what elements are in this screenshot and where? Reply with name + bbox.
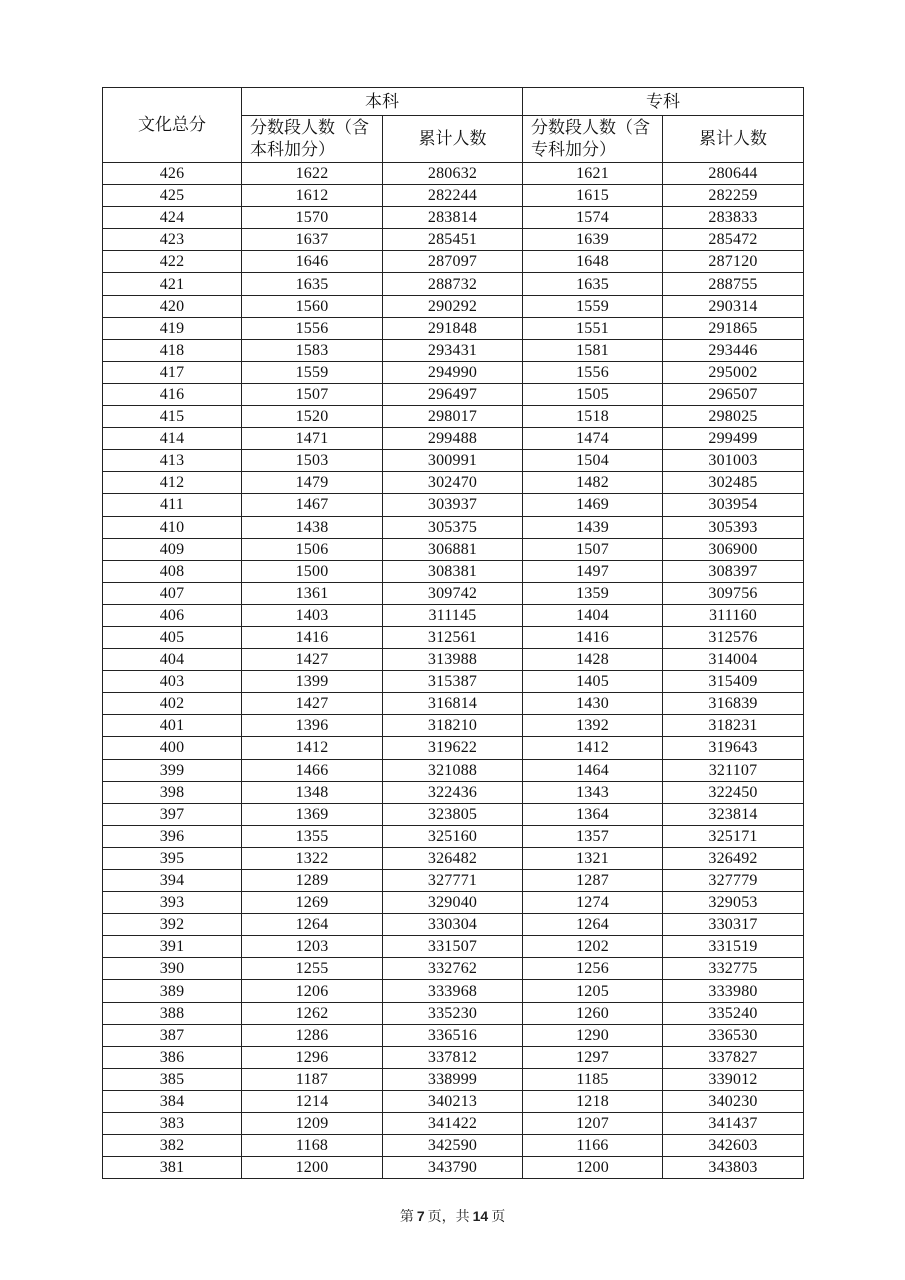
cell-total-score: 400: [103, 737, 242, 759]
cell-vocational-segment: 1574: [523, 207, 663, 229]
score-distribution-table: [102, 87, 804, 1179]
cell-vocational-segment: 1474: [523, 428, 663, 450]
cell-total-score: 396: [103, 825, 242, 847]
table-row: [103, 251, 804, 273]
cell-undergrad-segment: 1203: [242, 936, 383, 958]
cell-total-score: 407: [103, 582, 242, 604]
cell-vocational-cumulative: 332775: [663, 958, 804, 980]
table-body: [103, 163, 804, 1179]
cell-undergrad-cumulative: 316814: [383, 693, 523, 715]
cell-undergrad-segment: 1348: [242, 781, 383, 803]
cell-vocational-segment: 1439: [523, 516, 663, 538]
footer-current-page: 7: [416, 1208, 425, 1224]
cell-vocational-cumulative: 329053: [663, 892, 804, 914]
cell-undergrad-cumulative: 343790: [383, 1157, 523, 1179]
table-row: [103, 383, 804, 405]
cell-undergrad-segment: 1289: [242, 870, 383, 892]
cell-undergrad-segment: 1396: [242, 715, 383, 737]
cell-total-score: 426: [103, 163, 242, 185]
table-row: [103, 1024, 804, 1046]
table-row: [103, 361, 804, 383]
cell-vocational-cumulative: 315409: [663, 671, 804, 693]
cell-undergrad-segment: 1187: [242, 1068, 383, 1090]
cell-undergrad-cumulative: 312561: [383, 626, 523, 648]
cell-undergrad-cumulative: 290292: [383, 295, 523, 317]
cell-undergrad-cumulative: 336516: [383, 1024, 523, 1046]
cell-undergrad-cumulative: 305375: [383, 516, 523, 538]
table-row: [103, 538, 804, 560]
cell-undergrad-segment: 1355: [242, 825, 383, 847]
header-undergrad-segment: [242, 116, 383, 163]
cell-total-score: 413: [103, 450, 242, 472]
cell-vocational-cumulative: 333980: [663, 980, 804, 1002]
header-vocational-cumulative: 累计人数: [663, 116, 804, 163]
cell-undergrad-segment: 1506: [242, 538, 383, 560]
cell-undergrad-cumulative: 293431: [383, 339, 523, 361]
cell-vocational-cumulative: 316839: [663, 693, 804, 715]
cell-vocational-segment: 1518: [523, 406, 663, 428]
cell-undergrad-segment: 1556: [242, 317, 383, 339]
table-row: [103, 428, 804, 450]
table-row: [103, 980, 804, 1002]
cell-vocational-segment: 1290: [523, 1024, 663, 1046]
cell-undergrad-segment: 1646: [242, 251, 383, 273]
cell-undergrad-segment: 1262: [242, 1002, 383, 1024]
cell-total-score: 411: [103, 494, 242, 516]
header-undergrad-segment-line1: 分数段人数（含: [250, 118, 369, 138]
cell-undergrad-segment: 1570: [242, 207, 383, 229]
cell-vocational-cumulative: 291865: [663, 317, 804, 339]
cell-undergrad-segment: 1209: [242, 1113, 383, 1135]
cell-vocational-segment: 1615: [523, 185, 663, 207]
cell-undergrad-cumulative: 313988: [383, 649, 523, 671]
table-row: [103, 1113, 804, 1135]
cell-vocational-segment: 1297: [523, 1046, 663, 1068]
cell-vocational-segment: 1392: [523, 715, 663, 737]
cell-undergrad-segment: 1168: [242, 1135, 383, 1157]
cell-undergrad-segment: 1507: [242, 383, 383, 405]
cell-undergrad-cumulative: 306881: [383, 538, 523, 560]
table-row: [103, 737, 804, 759]
cell-total-score: 399: [103, 759, 242, 781]
cell-undergrad-segment: 1637: [242, 229, 383, 251]
cell-vocational-cumulative: 343803: [663, 1157, 804, 1179]
cell-undergrad-cumulative: 326482: [383, 847, 523, 869]
cell-vocational-segment: 1264: [523, 914, 663, 936]
cell-vocational-cumulative: 283833: [663, 207, 804, 229]
cell-total-score: 384: [103, 1090, 242, 1112]
cell-vocational-cumulative: 336530: [663, 1024, 804, 1046]
cell-total-score: 398: [103, 781, 242, 803]
cell-undergrad-segment: 1479: [242, 472, 383, 494]
cell-vocational-cumulative: 299499: [663, 428, 804, 450]
cell-vocational-segment: 1404: [523, 604, 663, 626]
table-row: [103, 936, 804, 958]
cell-undergrad-cumulative: 319622: [383, 737, 523, 759]
cell-vocational-cumulative: 327779: [663, 870, 804, 892]
header-vocational-segment-line2: 专科加分）: [531, 140, 616, 160]
cell-vocational-segment: 1185: [523, 1068, 663, 1090]
cell-vocational-cumulative: 290314: [663, 295, 804, 317]
table-row: [103, 163, 804, 185]
cell-vocational-segment: 1551: [523, 317, 663, 339]
cell-undergrad-segment: 1200: [242, 1157, 383, 1179]
cell-vocational-cumulative: 298025: [663, 406, 804, 428]
cell-vocational-segment: 1205: [523, 980, 663, 1002]
table-row: [103, 958, 804, 980]
cell-total-score: 404: [103, 649, 242, 671]
cell-vocational-segment: 1416: [523, 626, 663, 648]
cell-undergrad-cumulative: 318210: [383, 715, 523, 737]
cell-total-score: 410: [103, 516, 242, 538]
cell-undergrad-cumulative: 303937: [383, 494, 523, 516]
cell-vocational-segment: 1559: [523, 295, 663, 317]
page-footer: [0, 1206, 905, 1226]
cell-undergrad-cumulative: 298017: [383, 406, 523, 428]
cell-vocational-segment: 1274: [523, 892, 663, 914]
cell-undergrad-segment: 1214: [242, 1090, 383, 1112]
cell-total-score: 390: [103, 958, 242, 980]
cell-undergrad-cumulative: 331507: [383, 936, 523, 958]
table-row: [103, 516, 804, 538]
cell-total-score: 414: [103, 428, 242, 450]
cell-total-score: 394: [103, 870, 242, 892]
table-row: [103, 229, 804, 251]
cell-undergrad-cumulative: 323805: [383, 803, 523, 825]
cell-undergrad-cumulative: 288732: [383, 273, 523, 295]
cell-vocational-cumulative: 325171: [663, 825, 804, 847]
table-row: [103, 1157, 804, 1179]
table-row: [103, 1090, 804, 1112]
cell-vocational-segment: 1359: [523, 582, 663, 604]
cell-undergrad-segment: 1500: [242, 560, 383, 582]
cell-vocational-cumulative: 295002: [663, 361, 804, 383]
cell-vocational-segment: 1581: [523, 339, 663, 361]
cell-total-score: 422: [103, 251, 242, 273]
cell-total-score: 409: [103, 538, 242, 560]
cell-vocational-segment: 1621: [523, 163, 663, 185]
cell-vocational-cumulative: 288755: [663, 273, 804, 295]
cell-undergrad-cumulative: 299488: [383, 428, 523, 450]
cell-vocational-cumulative: 318231: [663, 715, 804, 737]
table-row: [103, 450, 804, 472]
cell-undergrad-segment: 1369: [242, 803, 383, 825]
table-row: [103, 406, 804, 428]
cell-undergrad-cumulative: 330304: [383, 914, 523, 936]
cell-vocational-cumulative: 308397: [663, 560, 804, 582]
cell-total-score: 387: [103, 1024, 242, 1046]
table-row: [103, 803, 804, 825]
cell-undergrad-cumulative: 341422: [383, 1113, 523, 1135]
cell-total-score: 425: [103, 185, 242, 207]
cell-vocational-segment: 1405: [523, 671, 663, 693]
table-row: [103, 339, 804, 361]
cell-vocational-cumulative: 309756: [663, 582, 804, 604]
table-row: [103, 273, 804, 295]
cell-vocational-segment: 1639: [523, 229, 663, 251]
cell-total-score: 420: [103, 295, 242, 317]
cell-undergrad-cumulative: 282244: [383, 185, 523, 207]
cell-undergrad-segment: 1438: [242, 516, 383, 538]
table-row: [103, 295, 804, 317]
cell-total-score: 419: [103, 317, 242, 339]
cell-vocational-cumulative: 319643: [663, 737, 804, 759]
table-row: [103, 626, 804, 648]
cell-undergrad-segment: 1403: [242, 604, 383, 626]
table-row: [103, 914, 804, 936]
cell-vocational-cumulative: 312576: [663, 626, 804, 648]
cell-total-score: 408: [103, 560, 242, 582]
table-row: [103, 582, 804, 604]
cell-undergrad-segment: 1503: [242, 450, 383, 472]
cell-undergrad-cumulative: 294990: [383, 361, 523, 383]
cell-vocational-cumulative: 314004: [663, 649, 804, 671]
cell-total-score: 403: [103, 671, 242, 693]
table-row: [103, 185, 804, 207]
table-row: [103, 1046, 804, 1068]
cell-undergrad-segment: 1467: [242, 494, 383, 516]
table-row: [103, 1068, 804, 1090]
cell-total-score: 402: [103, 693, 242, 715]
cell-undergrad-segment: 1622: [242, 163, 383, 185]
cell-undergrad-segment: 1269: [242, 892, 383, 914]
cell-vocational-segment: 1430: [523, 693, 663, 715]
table-row: [103, 715, 804, 737]
cell-total-score: 386: [103, 1046, 242, 1068]
cell-total-score: 406: [103, 604, 242, 626]
cell-vocational-cumulative: 301003: [663, 450, 804, 472]
cell-undergrad-segment: 1286: [242, 1024, 383, 1046]
header-undergrad-cumulative: 累计人数: [383, 116, 523, 163]
cell-vocational-segment: 1464: [523, 759, 663, 781]
cell-total-score: 418: [103, 339, 242, 361]
table-row: [103, 847, 804, 869]
table-row: [103, 494, 804, 516]
cell-undergrad-segment: 1206: [242, 980, 383, 1002]
cell-undergrad-cumulative: 311145: [383, 604, 523, 626]
cell-undergrad-segment: 1416: [242, 626, 383, 648]
cell-undergrad-cumulative: 327771: [383, 870, 523, 892]
cell-vocational-cumulative: 326492: [663, 847, 804, 869]
cell-undergrad-segment: 1466: [242, 759, 383, 781]
cell-undergrad-cumulative: 338999: [383, 1068, 523, 1090]
header-total-score: 文化总分: [103, 88, 242, 163]
table-row: [103, 604, 804, 626]
cell-undergrad-segment: 1583: [242, 339, 383, 361]
cell-undergrad-segment: 1559: [242, 361, 383, 383]
cell-vocational-cumulative: 303954: [663, 494, 804, 516]
cell-total-score: 391: [103, 936, 242, 958]
cell-undergrad-cumulative: 322436: [383, 781, 523, 803]
cell-vocational-segment: 1343: [523, 781, 663, 803]
cell-total-score: 405: [103, 626, 242, 648]
header-undergrad-segment-line2: 本科加分）: [250, 140, 335, 160]
cell-undergrad-cumulative: 321088: [383, 759, 523, 781]
cell-total-score: 421: [103, 273, 242, 295]
cell-total-score: 393: [103, 892, 242, 914]
cell-undergrad-cumulative: 280632: [383, 163, 523, 185]
table-row: [103, 1002, 804, 1024]
cell-undergrad-segment: 1635: [242, 273, 383, 295]
cell-vocational-segment: 1207: [523, 1113, 663, 1135]
cell-undergrad-segment: 1560: [242, 295, 383, 317]
cell-undergrad-segment: 1361: [242, 582, 383, 604]
cell-undergrad-cumulative: 302470: [383, 472, 523, 494]
cell-vocational-cumulative: 337827: [663, 1046, 804, 1068]
cell-undergrad-cumulative: 332762: [383, 958, 523, 980]
cell-undergrad-segment: 1520: [242, 406, 383, 428]
cell-vocational-segment: 1648: [523, 251, 663, 273]
cell-undergrad-cumulative: 296497: [383, 383, 523, 405]
table-row: [103, 825, 804, 847]
table-row: [103, 649, 804, 671]
table-row: [103, 317, 804, 339]
cell-vocational-cumulative: 331519: [663, 936, 804, 958]
cell-undergrad-cumulative: 285451: [383, 229, 523, 251]
cell-vocational-segment: 1357: [523, 825, 663, 847]
cell-vocational-segment: 1364: [523, 803, 663, 825]
table-row: [103, 892, 804, 914]
cell-total-score: 392: [103, 914, 242, 936]
cell-vocational-segment: 1497: [523, 560, 663, 582]
cell-vocational-segment: 1469: [523, 494, 663, 516]
cell-undergrad-cumulative: 291848: [383, 317, 523, 339]
header-undergrad-group: 本科: [242, 88, 523, 116]
cell-vocational-cumulative: 282259: [663, 185, 804, 207]
cell-undergrad-cumulative: 342590: [383, 1135, 523, 1157]
cell-vocational-cumulative: 296507: [663, 383, 804, 405]
cell-vocational-cumulative: 342603: [663, 1135, 804, 1157]
cell-vocational-segment: 1505: [523, 383, 663, 405]
cell-vocational-segment: 1200: [523, 1157, 663, 1179]
cell-vocational-cumulative: 287120: [663, 251, 804, 273]
cell-undergrad-segment: 1255: [242, 958, 383, 980]
cell-vocational-cumulative: 323814: [663, 803, 804, 825]
cell-total-score: 415: [103, 406, 242, 428]
cell-vocational-cumulative: 305393: [663, 516, 804, 538]
cell-total-score: 388: [103, 1002, 242, 1024]
table-row: [103, 759, 804, 781]
cell-vocational-segment: 1635: [523, 273, 663, 295]
table-row: [103, 671, 804, 693]
cell-vocational-cumulative: 302485: [663, 472, 804, 494]
cell-undergrad-segment: 1427: [242, 693, 383, 715]
cell-vocational-segment: 1256: [523, 958, 663, 980]
cell-total-score: 416: [103, 383, 242, 405]
cell-undergrad-cumulative: 283814: [383, 207, 523, 229]
table-row: [103, 1135, 804, 1157]
cell-total-score: 385: [103, 1068, 242, 1090]
cell-vocational-segment: 1202: [523, 936, 663, 958]
cell-total-score: 417: [103, 361, 242, 383]
cell-vocational-segment: 1504: [523, 450, 663, 472]
cell-vocational-cumulative: 340230: [663, 1090, 804, 1112]
cell-vocational-segment: 1412: [523, 737, 663, 759]
cell-vocational-cumulative: 341437: [663, 1113, 804, 1135]
cell-total-score: 423: [103, 229, 242, 251]
cell-undergrad-segment: 1296: [242, 1046, 383, 1068]
cell-undergrad-segment: 1427: [242, 649, 383, 671]
cell-total-score: 424: [103, 207, 242, 229]
cell-undergrad-cumulative: 287097: [383, 251, 523, 273]
cell-vocational-cumulative: 339012: [663, 1068, 804, 1090]
table-header-row-1: [103, 88, 804, 116]
cell-vocational-cumulative: 306900: [663, 538, 804, 560]
cell-undergrad-cumulative: 325160: [383, 825, 523, 847]
table-row: [103, 560, 804, 582]
cell-vocational-cumulative: 322450: [663, 781, 804, 803]
cell-undergrad-segment: 1399: [242, 671, 383, 693]
cell-undergrad-cumulative: 308381: [383, 560, 523, 582]
cell-vocational-cumulative: 293446: [663, 339, 804, 361]
cell-total-score: 381: [103, 1157, 242, 1179]
cell-total-score: 397: [103, 803, 242, 825]
cell-vocational-segment: 1556: [523, 361, 663, 383]
cell-undergrad-cumulative: 333968: [383, 980, 523, 1002]
cell-vocational-segment: 1260: [523, 1002, 663, 1024]
cell-vocational-segment: 1507: [523, 538, 663, 560]
header-vocational-group: 专科: [523, 88, 804, 116]
cell-vocational-cumulative: 335240: [663, 1002, 804, 1024]
cell-vocational-cumulative: 280644: [663, 163, 804, 185]
cell-total-score: 401: [103, 715, 242, 737]
cell-vocational-segment: 1428: [523, 649, 663, 671]
cell-vocational-segment: 1482: [523, 472, 663, 494]
cell-undergrad-cumulative: 309742: [383, 582, 523, 604]
table-row: [103, 870, 804, 892]
table-row: [103, 781, 804, 803]
footer-total-pages: 14: [472, 1208, 489, 1224]
footer-middle: 页，共: [427, 1209, 470, 1225]
cell-vocational-segment: 1218: [523, 1090, 663, 1112]
footer-suffix: 页: [491, 1209, 506, 1225]
footer-prefix: 第: [399, 1209, 414, 1225]
cell-undergrad-cumulative: 315387: [383, 671, 523, 693]
cell-undergrad-segment: 1322: [242, 847, 383, 869]
cell-vocational-segment: 1166: [523, 1135, 663, 1157]
cell-undergrad-cumulative: 337812: [383, 1046, 523, 1068]
cell-vocational-cumulative: 321107: [663, 759, 804, 781]
cell-vocational-cumulative: 311160: [663, 604, 804, 626]
cell-undergrad-cumulative: 340213: [383, 1090, 523, 1112]
cell-vocational-segment: 1287: [523, 870, 663, 892]
cell-total-score: 383: [103, 1113, 242, 1135]
table-row: [103, 207, 804, 229]
cell-undergrad-cumulative: 300991: [383, 450, 523, 472]
cell-total-score: 412: [103, 472, 242, 494]
table-row: [103, 472, 804, 494]
cell-undergrad-cumulative: 329040: [383, 892, 523, 914]
cell-undergrad-segment: 1612: [242, 185, 383, 207]
header-vocational-segment-line1: 分数段人数（含: [531, 118, 650, 138]
cell-total-score: 389: [103, 980, 242, 1002]
cell-total-score: 395: [103, 847, 242, 869]
cell-undergrad-segment: 1264: [242, 914, 383, 936]
cell-undergrad-segment: 1412: [242, 737, 383, 759]
cell-vocational-cumulative: 330317: [663, 914, 804, 936]
header-vocational-segment: [523, 116, 663, 163]
cell-vocational-segment: 1321: [523, 847, 663, 869]
cell-undergrad-cumulative: 335230: [383, 1002, 523, 1024]
cell-vocational-cumulative: 285472: [663, 229, 804, 251]
cell-undergrad-segment: 1471: [242, 428, 383, 450]
cell-total-score: 382: [103, 1135, 242, 1157]
table-row: [103, 693, 804, 715]
